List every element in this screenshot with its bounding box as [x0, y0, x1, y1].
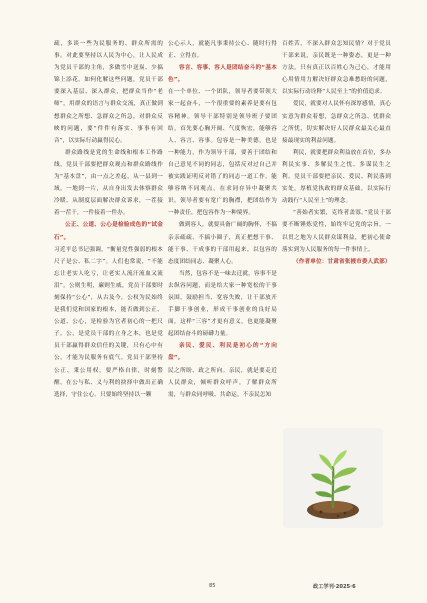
magazine-issue: 政工学刊·2025·6: [313, 584, 356, 590]
column-left: [54, 38, 163, 401]
paragraph: 爱民，就要对人民怀有深厚感情，真心实意为群众着想，急群众之所急、忧群众之所忧，切实解决好人民群众最关心最直接最现实的利益问题。: [282, 101, 391, 144]
author-note: （作者单位：甘肃省张掖市委人武部）: [293, 258, 391, 265]
page-number: 85: [209, 583, 216, 589]
paragraph: 利民，就要把群众利益放在首位，多办利民实事、多解民生之忧、多谋民生之利。党员干部要把亲民、爱民、利民落到实处，厚植党执政的群众基础，以实际行动践行“人民至上”的理念。: [282, 149, 391, 205]
column-right: [282, 38, 391, 268]
seedling-illustration: [283, 428, 383, 528]
paragraph: 在一个单位、一个团队，领导者要带领大家一起奋斗，一个很重要的素养是要有包容精神。领导干部特别是领导班子要团结，首先要心胸开阔、气度恢宏，能够容人、容言、容事。包容是一种美德，也是一种能力，作为领导干部，要善于团结和自己意见不同的同志，包括反对过自己并被实践证明反对错了的同志一道工作，能够容纳不同观点，在求同存异中凝聚共识。领导者要有宽广的胸襟，把团结作为一种责任，把包容作为一种境界。: [168, 89, 277, 217]
paragraph: “善始者实繁，克终者盖寡。”党员干部要不断锤炼党性，始终牢记党的宗旨，一以贯之地为人民群众谋利益，把初心使命落实到为人民服务的每一件事情上。: [282, 210, 391, 253]
paragraph: 百姓苦，不深入群众怎知民情？对于党员干部来说，亲民既是一种姿态，更是一种方法，只有真正以百姓心为己心，才能用心用情用力解决好群众急难愁盼的问题，以实际行动诠释“人民至上”的价值追求。: [282, 41, 391, 96]
seedling-icon: [283, 428, 383, 528]
paragraph: 习近平总书记强调，“衡量党性强弱的根本尺子是公、私二字”。人们也常说，“不能忘让老实人吃亏，让老实人流汗流血又流泪”。公则生明，廉则生威，党员干部要时刻保持“公心”，从古及今，公权为民始终是我们党和国家的根本，能否做到公正、公道、公心，是检验为官者初心的一把尺子。公，是党员干部的立身之本，也是党员干部赢得群众信任的关键，只有心中有公，才能为民服务有底气。党员干部坚持公正、秉公用权，要严格自律，时刻警醒，在公与私、义与利的抉择中做出正确选择，守住公心。只要始终坚持以一颗: [54, 246, 163, 398]
paragraph: 民之所盼、政之所向。亲民，就是要走近人民群众，倾听群众呼声，了解群众所需，与群众同呼吸、共命运。不亲民怎知: [168, 367, 277, 398]
paragraph: 疏，多谈一些为民服务的、群众所需的事。对此要坚持以人民为中心，让人民成为党员干部的主角，多做雪中送炭、少搞锦上添花。如何化解这些问题，党员干部要深入基层、深入群众，把群众当作“老师”，用群众的语言与群众交流，真正做到想群众之所想、急群众之所急，对群众反映的问题，要“件件有落实、事事有回音”，以实际行动赢得民心。: [54, 41, 163, 144]
column-middle: [168, 38, 277, 401]
paragraph: 群众路线是党的生命线和根本工作路线，党员干部要把群众观点和群众路线作为“基本盘”，由一点之差起，从一县到一域，一地到一片，从自身出发去体察群众冷暖、从制度层面解决群众诉求，一茬接着一茬干，一件接着一件办。: [54, 149, 163, 217]
paragraph: 做到容人，就要具备广阔的胸怀，不搞亲亲疏疏、不搞小圈子，真正把想干事、能干事、干成事的干部用起来，以包容的态度团结同志、凝聚人心。: [168, 222, 277, 265]
paragraph: 当然，包容不是一味去迁就，容事不是去纵容问题，而是给大家一种宽松的干事氛围，鼓励担当、宽容失败，让干部放开手脚干事创业，形成干事创业的良好局面，这样“三容”才更有意义，也更能凝聚起团结奋斗的磅礴力量。: [168, 270, 277, 338]
paragraph: 公心示人，就能凡事秉持公心、随时行得正、立得直。: [168, 41, 277, 60]
section-heading: 公正、公道、公心是检验成色的“试金石”。: [54, 222, 163, 241]
section-heading: 亲民、爱民、利民是初心的“方向盘”。: [168, 343, 277, 362]
section-heading: 容言、容事、容人是团结奋斗的“基本色”。: [168, 65, 277, 84]
